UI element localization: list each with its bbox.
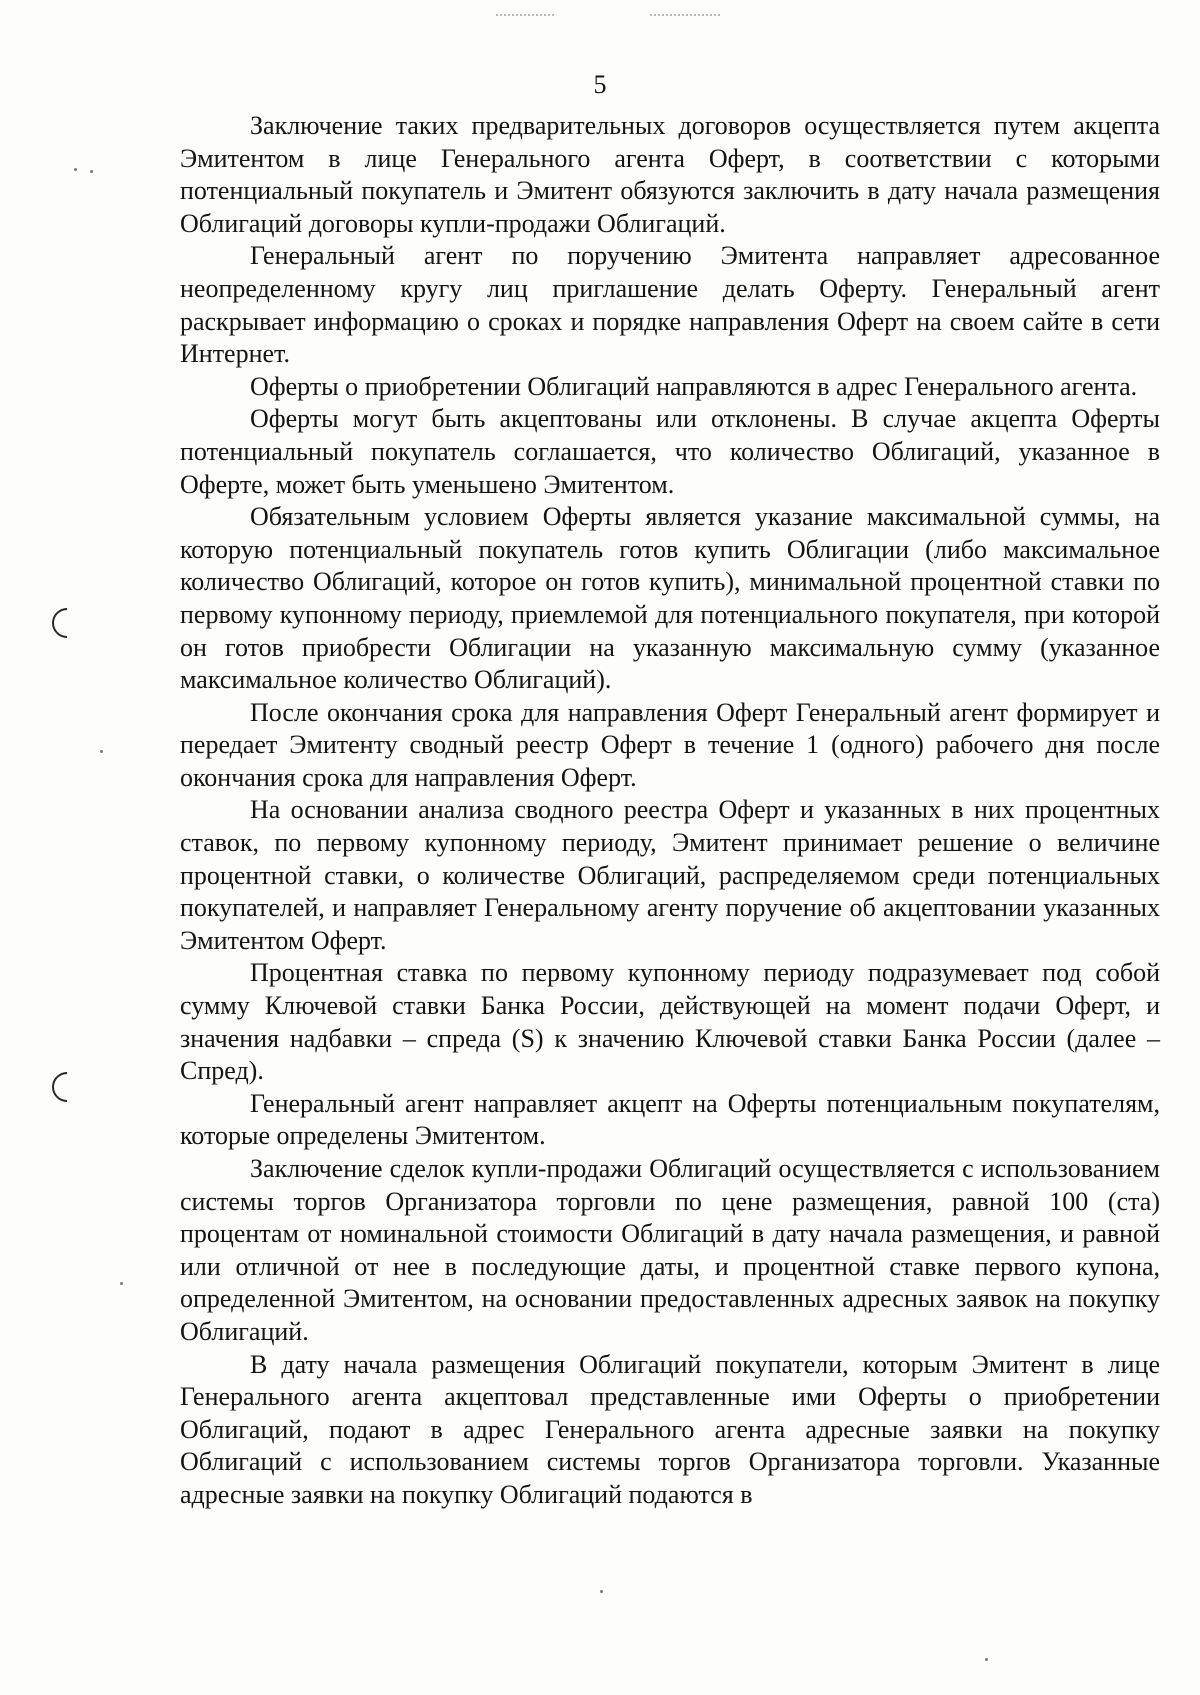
paragraph: В дату начала размещения Облигаций покупатели, которым Эмитент в лице Генерального агента акцептовал представленные ими Оферты о приобретении Облигаций, подают в адрес Генерального агента адресные заявки на покупку Облигаций с использованием системы торгов Организатора торговли. Указанные адресные заявки на покупку Облигаций подаются в (180, 1349, 1160, 1509)
scan-speck (90, 170, 93, 173)
page-number: 5 (593, 70, 607, 99)
paragraph: Оферты могут быть акцептованы или отклонены. В случае акцепта Оферты потенциальный покупатель соглашается, что количество Облигаций, указанное в Оферте, может быть уменьшено Эмитентом. (180, 404, 1160, 499)
punch-hole-mark (46, 602, 88, 644)
scan-artifact (650, 14, 720, 18)
paragraph: После окончания срока для направления Оферт Генеральный агент формирует и передает Эмитенту сводный реестр Оферт в течение 1 (одного) рабочего дня после окончания срока для направления Оферт. (180, 697, 1160, 792)
paragraph: Заключение таких предварительных договоров осуществляется путем акцепта Эмитентом в лице Генерального агента Оферт, в соответствии с которыми потенциальный покупатель и Эмитент обязуются заключить в дату начала размещения Облигаций договоры купли-продажи Облигаций. (180, 111, 1160, 238)
paragraph: Заключение сделок купли-продажи Облигаций осуществляется с использованием системы торгов Организатора торговли по цене размещения, равной 100 (ста) процентам от номинальной стоимости Облигаций в дату начала размещения, и равной или отличной от нее в последующие даты, и процентной ставке первого купона, определенной Эмитентом, на основании предоставленных адресных заявок на покупку Облигаций. (180, 1154, 1160, 1346)
scan-speck (120, 1282, 123, 1285)
scan-speck (100, 750, 103, 753)
paragraph: Генеральный агент по поручению Эмитента направляет адресованное неопределенному кругу лиц приглашение делать Оферту. Генеральный агент раскрывает информацию о сроках и порядке направления Оферт на своем сайте в сети Интернет. (180, 241, 1160, 369)
paragraph: Оферты о приобретении Облигаций направляются в адрес Генерального агента. (250, 371, 1138, 401)
scan-speck (74, 168, 77, 171)
paragraph: На основании анализа сводного реестра Оферт и указанных в них процентных ставок, по первому купонному периоду, Эмитент принимает решение о величине процентной ставки, о количестве Облигаций, распределяемом среди потенциальных покупателей, и направляет Генеральному агенту поручение об акцептовании указанных Эмитентом Оферт. (180, 795, 1160, 955)
scan-speck (600, 1590, 603, 1593)
paragraph: Обязательным условием Оферты является указание максимальной суммы, на которую потенциальный покупатель готов купить Облигации (либо максимальное количество Облигаций, которое он готов купить), минимальной процентной ставки по первому купонному периоду, приемлемой для потенциального покупателя, при которой он готов приобрести Облигации на указанную максимальную сумму (указанное максимальное количество Облигаций). (180, 502, 1160, 695)
document-body (180, 110, 1160, 1512)
paragraph: Генеральный агент направляет акцепт на Оферты потенциальным покупателям, которые определены Эмитентом. (180, 1088, 1160, 1151)
scan-speck (985, 1658, 988, 1661)
punch-hole-mark (46, 1066, 88, 1108)
paragraph: Процентная ставка по первому купонному периоду подразумевает под собой сумму Ключевой ставки Банка России, действующей на момент подачи Оферт, и значения надбавки – спреда (S) к значению Ключевой ставки Банка России (далее – Спред). (180, 958, 1160, 1086)
scan-artifact (496, 14, 554, 18)
